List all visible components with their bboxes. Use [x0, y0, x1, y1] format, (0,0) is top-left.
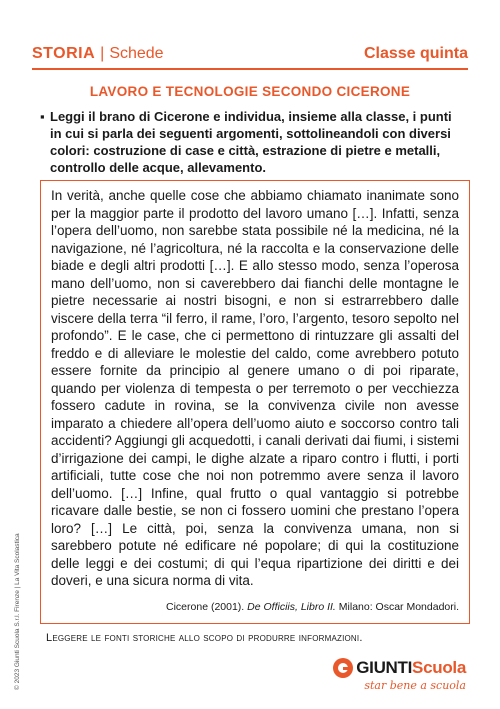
header-divider: [32, 68, 468, 70]
source-passage: In verità, anche quelle cose che abbiamo chiamato inanimate sono per la maggior parte il prodotto del lavoro umano […]. Infatti, senza l’opera dell’uomo, non sarebbe stata possibile né la medicina, né la navigazione, né l’agricoltura, né la raccolta e la conservazione delle biade e degli altri prodotti […]. E allo stesso modo, senza l’operosa mano dell’uomo, non si caverebbero dai fianchi delle montagne le pietre necessarie ai nostri bisogni, e non si estrarrebbero dalle viscere della terra “il ferro, il rame, l’oro, l’argento, tesoro sepolto nel profondo”. E le case, che ci permettono di rintuzzare gli assalti del freddo e di alleviare le molestie del caldo, come avrebbero potuto essere fornite da principio al genere umano o di poi riparate, quando per violenza di tempesta o per terremoto o per vecchiezza fossero cadute in rovina, se la convivenza civile non avesse imparato a chiedere all’opera dell’uomo aiuto e soccorso contro tali accidenti? Aggiungi gli acquedotti, i canali derivati dai fiumi, i sistemi d’irrigazione dei campi, le dighe alzate a riparo contro i flutti, i porti artificiali, tutte cose che noi non potremmo avere senza il lavoro dell’uomo. […] Infine, qual frutto o qual vantaggio si potrebbe ricavare dalle bestie, se non ci fossero uomini che prestano l’opera loro? […] Le città, poi, senza la convivenza umana, non si sarebbero potute né edificare né popolare; di qui la costituzione delle leggi e dei costumi; di qui l’equa ripartizione dei diritti e dei doveri, e una sicura norma di vita.: [51, 188, 459, 588]
logo-brand-suffix: Scuola: [412, 658, 466, 677]
citation-work: De Officiis, Libro II.: [247, 601, 336, 613]
source-citation: [166, 601, 459, 613]
logo-brand: GIUNTI: [356, 658, 413, 677]
page-title: LAVORO E TECNOLOGIE SECONDO CICERONE: [89, 84, 411, 99]
instruction-text: Leggi il brano di Cicerone e individua, insieme alla classe, i punti in cui si parla dei seguenti argomenti, sottolineandoli con diversi colori: costruzione di case e città, estrazione di pietre e metalli, controllo delle acque, allevamento.: [50, 109, 452, 175]
header-separator: |: [100, 45, 105, 62]
source-box: [40, 180, 470, 624]
instruction-item: [40, 108, 464, 176]
learning-objective: Leggere le fonti storiche allo scopo di produrre informazioni.: [46, 632, 363, 644]
section-name: Schede: [109, 45, 164, 62]
citation-publisher: Milano: Oscar Mondadori.: [338, 601, 459, 613]
subject-name: STORIA: [32, 45, 96, 62]
grade-label: Classe quinta: [363, 45, 468, 62]
copyright-credit: © 2023 Giunti Scuola S.r.l. Firenze | La Vita Scolastica: [14, 533, 21, 690]
bullet-icon: ▪: [40, 109, 45, 124]
subject-label: [32, 45, 164, 63]
page-header: [32, 44, 468, 64]
publisher-logo: [316, 658, 466, 702]
giunti-g-icon: [333, 658, 353, 678]
logo-tagline: star bene a scuola: [364, 679, 466, 692]
citation-author: Cicerone (2001).: [166, 601, 245, 613]
